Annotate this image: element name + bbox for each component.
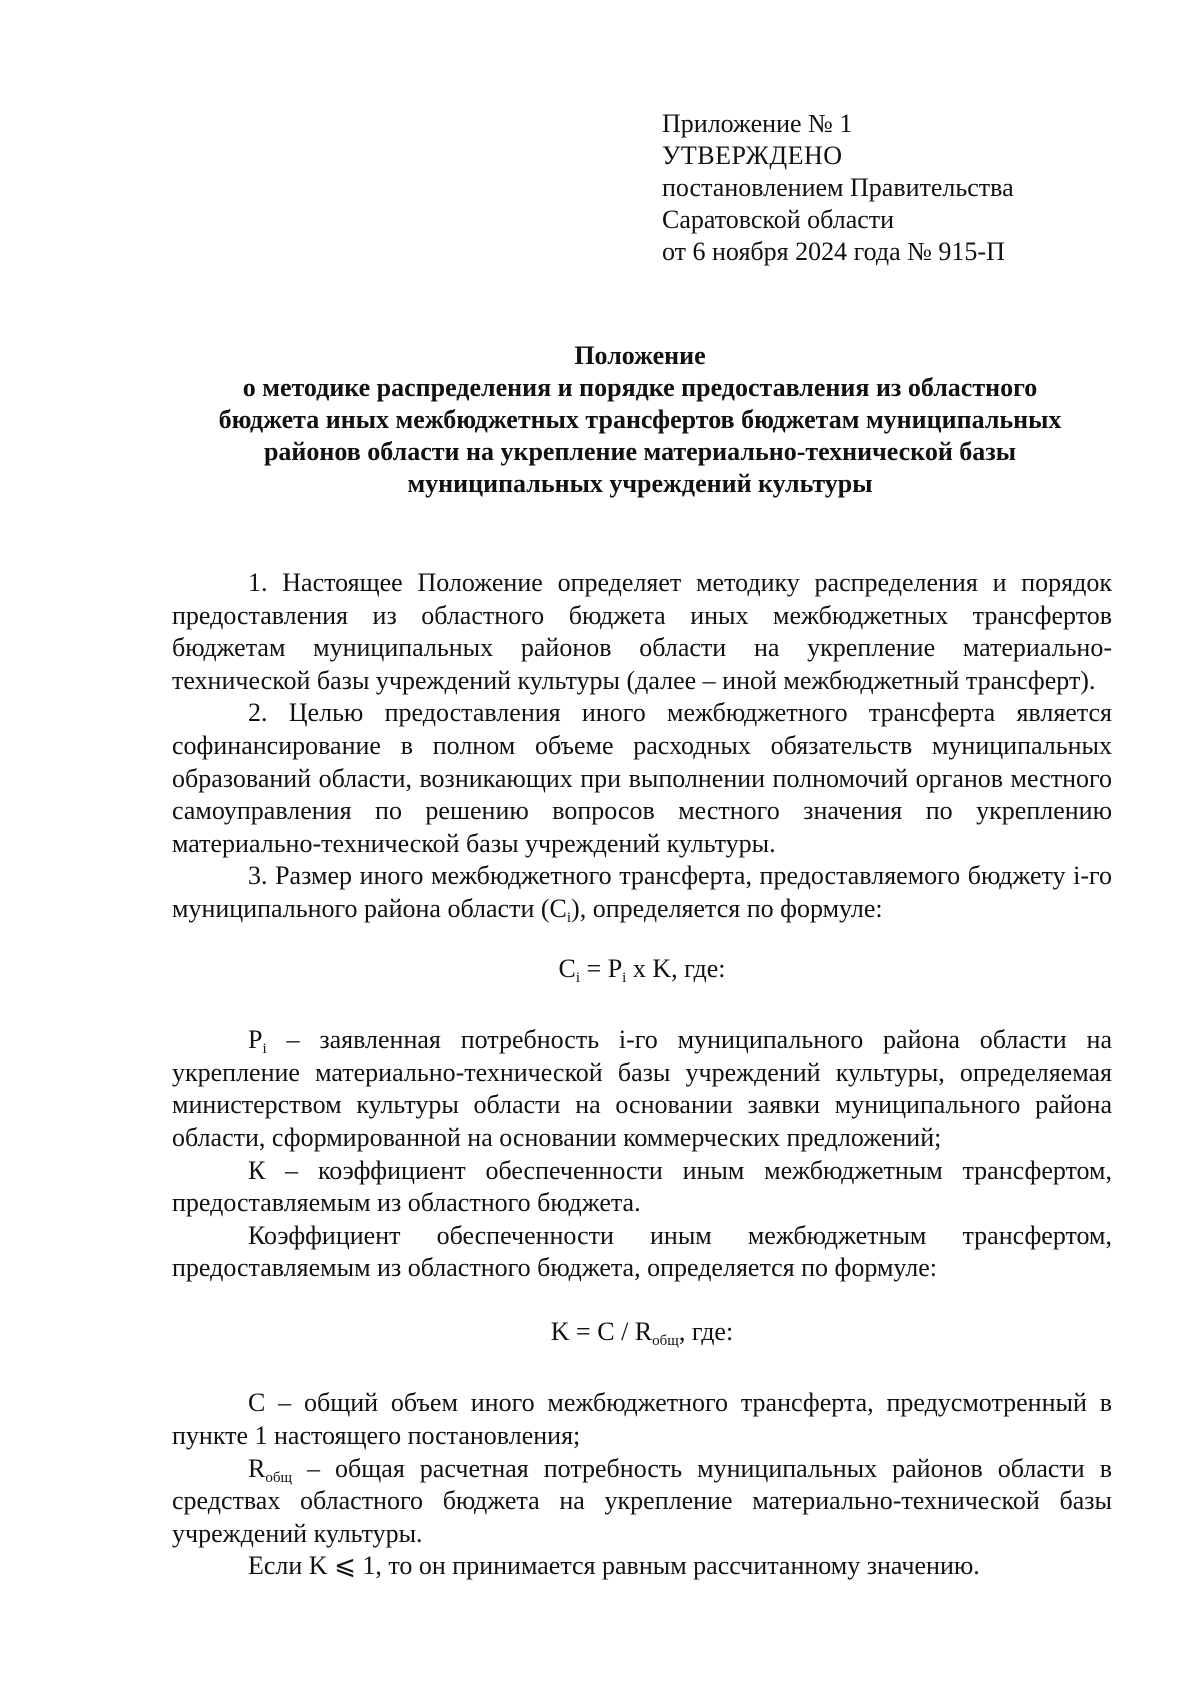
formula-k-left: K = C / R [550,1316,653,1346]
appendix-approval-block [662,108,1014,268]
document-title [170,340,1110,500]
title-line-4: районов области на укрепление материально-технической базы [263,437,1017,466]
formula-k [172,1316,1112,1349]
formula-ci-p-sub: i [622,969,627,986]
definition-pi [172,1024,1112,1154]
formula-ci-rest: x K, где: [626,953,726,983]
paragraph-3 [172,860,1112,925]
coefficient-intro: Коэффициент обеспеченности иным межбюджетным трансфертом, предоставляемым из областного бюджета, определяется по формуле: [172,1220,1112,1283]
document-body [172,567,1112,1583]
definition-r-sub: общ [265,1469,293,1486]
formula-ci [172,953,1112,986]
definition-pi-sub: i [262,1041,267,1058]
paragraph-1: 1. Настоящее Положение определяет методику распределения и порядок предоставления из областного бюджета иных межбюджетных трансфертов бюджетам муниципальных районов области на укрепление материально-технической базы учреждений культуры (далее – иной межбюджетный трансферт). [172,568,1112,695]
approval-date: от 6 ноября 2024 года № 915-П [662,237,1005,266]
formula-ci-mid: = P [580,953,623,983]
formula-k-rest: , где: [678,1316,734,1346]
final-condition: Если K ⩽ 1, то он принимается равным рассчитанному значению. [248,1551,980,1581]
definition-k: К – коэффициент обеспеченности иным межбюджетным трансфертом, предоставляемым из областного бюджета. [172,1155,1112,1218]
definition-c: С – общий объем иного межбюджетного трансферта, предусмотренный в пункте 1 настоящего постановления; [172,1388,1112,1451]
title-line-3: бюджета иных межбюджетных трансфертов бюджетам муниципальных [218,405,1062,434]
paragraph-3-text-end: ), определяется по формуле: [571,893,883,923]
title-line-1: Положение [574,341,706,370]
approved-stamp-text: УТВЕРЖДЕНО [662,141,843,170]
title-line-2: о методике распределения и порядке предоставления из областного [242,373,1038,402]
definition-r [172,1453,1112,1551]
title-line-5: муниципальных учреждений культуры [407,469,873,498]
definition-r-text: – общая расчетная потребность муниципальных районов области в средствах областного бюджета на укрепление материально-технической базы учреждений культуры. [172,1453,1112,1548]
formula-ci-c: C [558,953,576,983]
paragraph-3-text: 3. Размер иного межбюджетного трансферта, предоставляемого бюджету i-го муниципального района области (C [172,861,1112,923]
definition-pi-text: – заявленная потребность i-го муниципального района области на укрепление материально-технической базы учреждений культуры, определяемая министерством культуры области на основании заявки муниципального района области, сформированной на основании коммерческих предложений; [172,1025,1112,1152]
approved-by-line-2: Саратовской области [662,205,895,234]
formula-k-sub: общ [652,1332,679,1349]
paragraph-3-subscript: i [566,909,572,926]
approved-by-line-1: постановлением Правительства [662,173,1014,202]
definition-r-symbol: R [248,1453,266,1483]
paragraph-2: 2. Целью предоставления иного межбюджетного трансферта является софинансирование в полном объеме расходных обязательств муниципальных образований области, возникающих при выполнении полномочий органов местного самоуправления по решению вопросов местного значения по укреплению материально-технической базы учреждений культуры. [172,698,1112,858]
appendix-label: Приложение № 1 [662,109,853,138]
formula-ci-c-sub: i [575,969,581,986]
definition-pi-symbol: P [248,1025,263,1055]
